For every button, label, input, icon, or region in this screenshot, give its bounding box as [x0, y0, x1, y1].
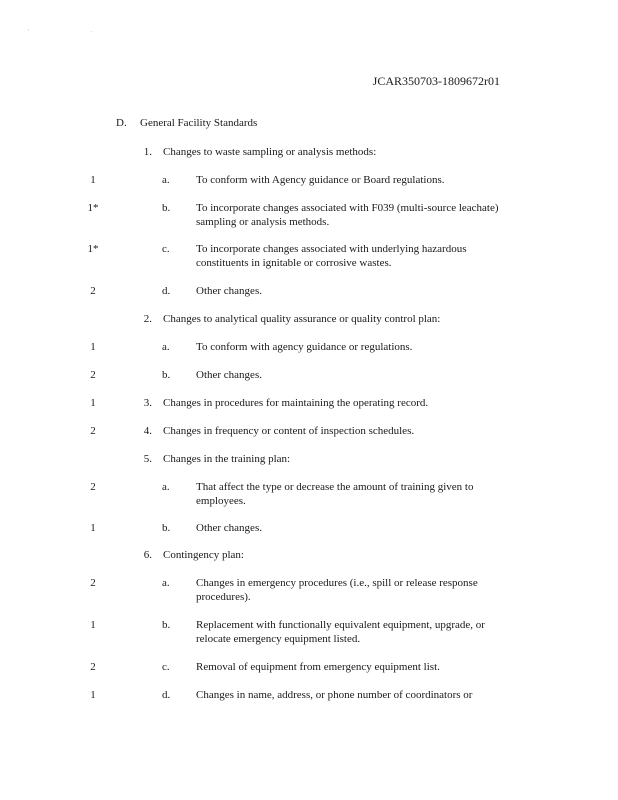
subitem-text: Changes in name, address, or phone number of coordinators or — [196, 689, 473, 701]
subitem-letter: a. — [162, 481, 170, 493]
subitem-letter: d. — [162, 689, 171, 701]
subitem-letter: b. — [162, 369, 171, 381]
class-number: 1 — [90, 397, 96, 409]
subitem-letter: c. — [162, 661, 170, 673]
item-number: 2. — [143, 313, 152, 325]
class-number: 2 — [90, 481, 96, 493]
class-number: 1* — [87, 243, 99, 255]
class-number: 1* — [87, 202, 99, 214]
subitem-text: To incorporate changes associated with F039 (multi-source leachate) sampling or analysis methods. — [196, 202, 499, 228]
subitem-letter: a. — [162, 341, 170, 353]
subitem-letter: a. — [162, 174, 170, 186]
class-number: 1 — [90, 174, 96, 186]
item-text: Changes to analytical quality assurance or quality control plan: — [163, 313, 441, 325]
section-title: General Facility Standards — [140, 117, 258, 129]
subitem-text: Other changes. — [196, 369, 262, 381]
class-number: 2 — [90, 661, 96, 673]
item-text: Changes to waste sampling or analysis methods: — [163, 146, 377, 158]
item-text: Contingency plan: — [163, 549, 244, 561]
class-number: 1 — [90, 341, 96, 353]
item-text: Changes in procedures for maintaining the operating record. — [163, 397, 429, 409]
subitem-letter: b. — [162, 202, 171, 214]
class-number: 2 — [90, 285, 96, 297]
subitem-letter: b. — [162, 522, 171, 534]
item-number: 4. — [143, 425, 152, 437]
subitem-text: That affect the type or decrease the amount of training given to employees. — [196, 481, 474, 507]
class-number: 2 — [90, 577, 96, 589]
subitem-letter: d. — [162, 285, 171, 297]
subitem-text: Removal of equipment from emergency equipment list. — [196, 661, 440, 673]
item-number: 5. — [143, 453, 152, 465]
item-number: 1. — [143, 146, 152, 158]
item-number: 6. — [143, 549, 152, 561]
class-number: 1 — [90, 689, 96, 701]
subitem-text: To conform with Agency guidance or Board regulations. — [196, 174, 445, 186]
subitem-text: To conform with agency guidance or regulations. — [196, 341, 413, 353]
section-mark: D. — [116, 117, 127, 129]
class-number: 1 — [90, 619, 96, 631]
subitem-text: To incorporate changes associated with underlying hazardous constituents in ignitable or corrosive wastes. — [196, 243, 467, 269]
document-id: JCAR350703-1809672r01 — [372, 74, 500, 88]
class-number: 1 — [90, 522, 96, 534]
subitem-text: Replacement with functionally equivalent equipment, upgrade, or relocate emergency equipment listed. — [196, 619, 485, 645]
class-number: 2 — [90, 425, 96, 437]
subitem-text: Other changes. — [196, 285, 262, 297]
item-text: Changes in the training plan: — [163, 453, 291, 465]
subitem-text: Other changes. — [196, 522, 262, 534]
subitem-text: Changes in emergency procedures (i.e., spill or release response procedures). — [196, 577, 478, 603]
item-text: Changes in frequency or content of inspection schedules. — [163, 425, 415, 437]
subitem-letter: b. — [162, 619, 171, 631]
subitem-letter: c. — [162, 243, 170, 255]
subitem-letter: a. — [162, 577, 170, 589]
scan-marks: ′ · — [28, 30, 123, 35]
class-number: 2 — [90, 369, 96, 381]
item-number: 3. — [143, 397, 152, 409]
